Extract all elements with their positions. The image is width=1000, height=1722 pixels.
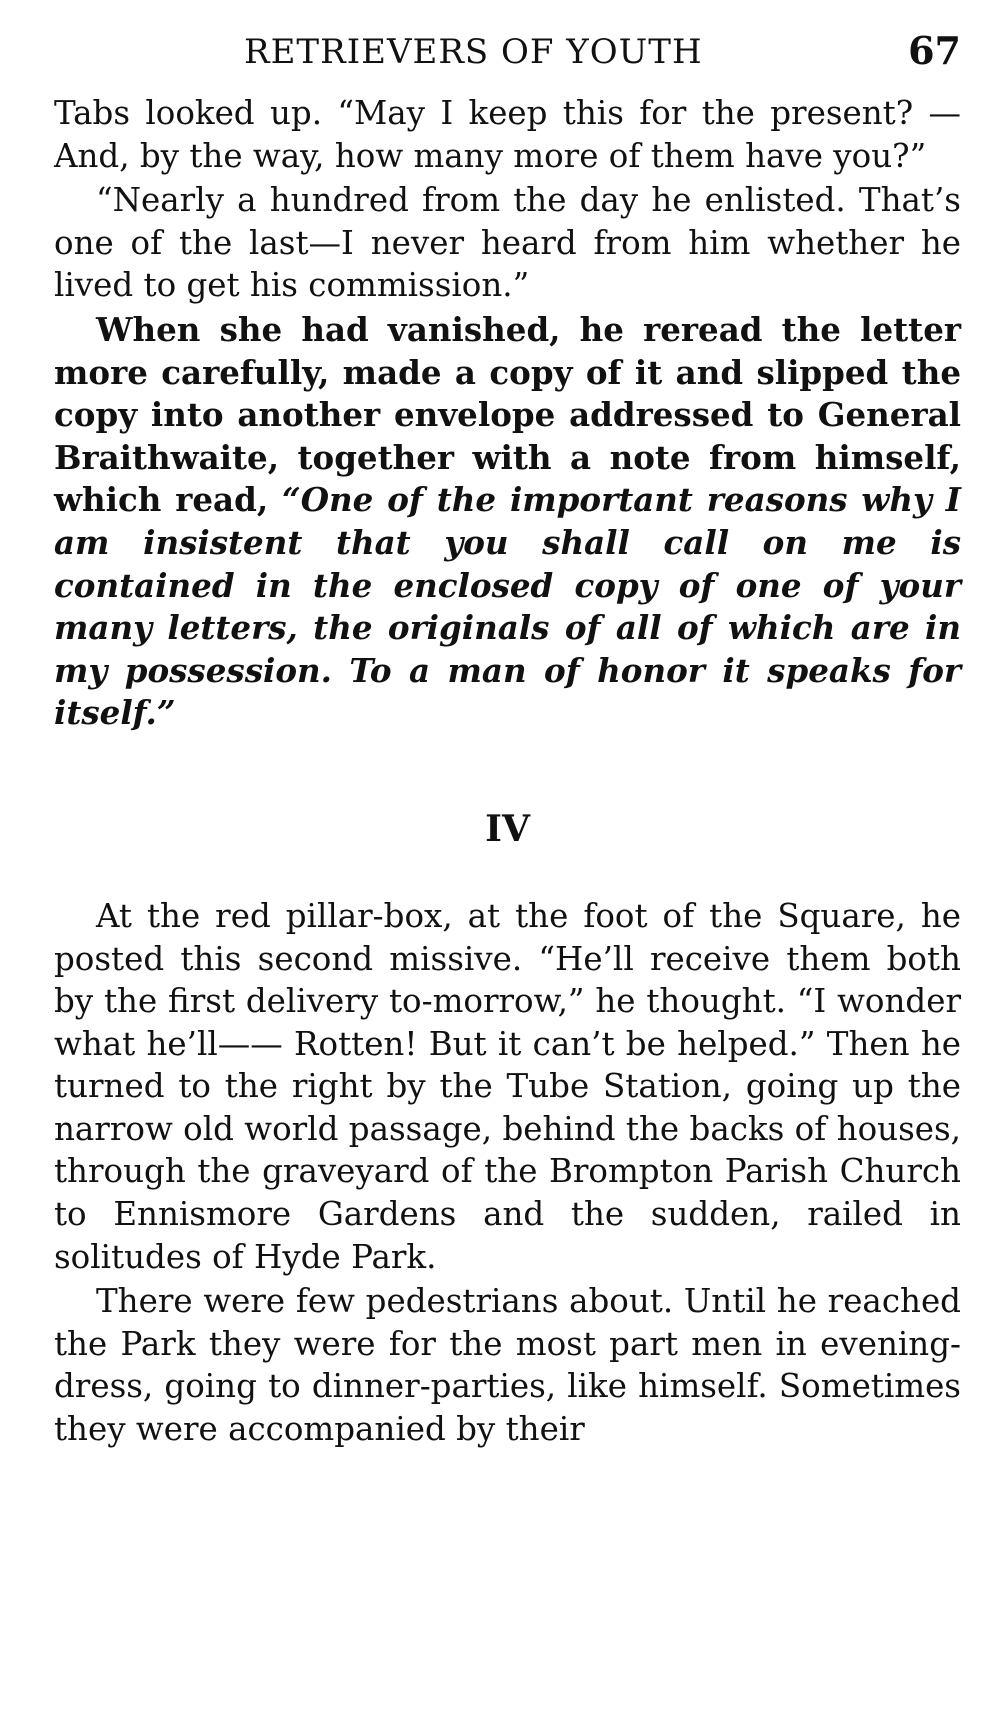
paragraph-2: “Nearly a hundred from the day he enlisted. That’s one of the last—I never heard from him whether he lived to get his commission.” [54,181,961,305]
paragraph-1: Tabs looked up. “May I keep this for the present? —And, by the way, how many more of them have you?” [54,94,961,175]
paragraph-3-text: When she had vanished, he reread the letter more carefully, made a copy of it and slipped the copy into another envelope addressed to General Braithwaite, together with a note from himself, which read, [54,309,961,520]
section-heading [54,807,961,851]
paragraph-4: At the red pillar-box, at the foot of the Square, he posted this second missive. “He’ll receive them both by the first delivery to-morrow,” he thought. “I wonder what he’ll—— Rotten! But it can’t be helped.” Then he turned to the right by the Tube Station, going up the narrow old world passage, behind the backs of houses, through the graveyard of the Brompton Parish Church to Ennismore Gardens and the sudden, railed in solitudes of Hyde Park. [54,896,961,1276]
book-page [54,0,961,1451]
paragraph-3 [54,309,961,735]
letter-quote: “One of the important reasons why I am insistent that you shall call on me is contained in the enclosed copy of one of your many letters, the originals of all of which are in my possession. To a man of honor it speaks for itself.” [54,480,961,733]
running-title: RETRIEVERS OF YOUTH [244,32,703,72]
section-numeral: IV [485,807,530,850]
running-head [54,0,961,92]
page-number: 67 [908,28,961,73]
paragraph-5: There were few pedestrians about. Until he reached the Park they were for the most part men in evening-dress, going to dinner-parties, like himself. Sometimes they were accompanied by their [54,1282,961,1449]
